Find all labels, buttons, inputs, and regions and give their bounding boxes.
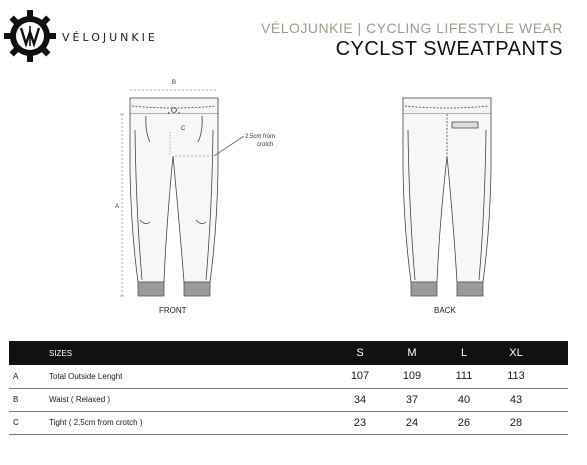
row-value-xl: 43 <box>509 393 523 406</box>
front-view-label: FRONT <box>159 306 187 315</box>
header-code <box>9 341 48 365</box>
front-view-drawing <box>120 90 244 296</box>
back-view-drawing <box>403 98 491 296</box>
row-label: Tight ( 2,5cm from crotch ) <box>49 418 143 427</box>
header-size-s: S <box>356 347 364 359</box>
header-size-m: M <box>407 347 417 359</box>
row-value-m: 24 <box>405 416 419 429</box>
row-value-s: 107 <box>350 370 370 383</box>
row-value-m: 109 <box>402 370 422 383</box>
table-row <box>9 365 568 388</box>
row-value-m: 37 <box>405 393 419 406</box>
header-size-xl: XL <box>509 347 523 359</box>
row-code: A <box>13 371 19 381</box>
row-value-xl: 28 <box>509 416 523 429</box>
measure-note-line1: 2,5cm from <box>245 134 276 140</box>
row-value-s: 23 <box>353 416 367 429</box>
measure-note-line2: crotch <box>257 142 274 148</box>
brand-name: VÉLOJUNKIE <box>62 31 158 44</box>
measure-a-label: A <box>115 204 120 210</box>
measure-b-label: B <box>172 80 177 86</box>
row-value-s: 34 <box>353 393 367 406</box>
row-label: Total Outside Lenght <box>49 371 123 381</box>
row-code: C <box>13 418 19 427</box>
row-code: B <box>13 395 19 404</box>
tagline: VÉLOJUNKIE | CYCLING LIFESTYLE WEAR <box>261 20 563 36</box>
row-value-l: 26 <box>457 416 471 429</box>
table-row <box>9 411 568 434</box>
product-title: CYCLST SWEATPANTS <box>335 38 563 60</box>
header-size-l: L <box>460 347 468 359</box>
table-header-row <box>9 341 568 365</box>
measure-c-label: C <box>181 126 186 132</box>
gear-bike-logo-icon <box>4 10 56 62</box>
table-row <box>9 388 568 411</box>
row-value-l: 111 <box>455 370 473 383</box>
header-sizes-label: SIZES <box>49 348 73 358</box>
back-view-label: BACK <box>434 306 456 315</box>
row-value-l: 40 <box>457 393 471 406</box>
row-label: Waist ( Relaxed ) <box>49 395 111 404</box>
pants-technical-drawing <box>0 70 587 320</box>
row-value-xl: 113 <box>507 370 525 383</box>
size-chart-table <box>9 341 568 435</box>
